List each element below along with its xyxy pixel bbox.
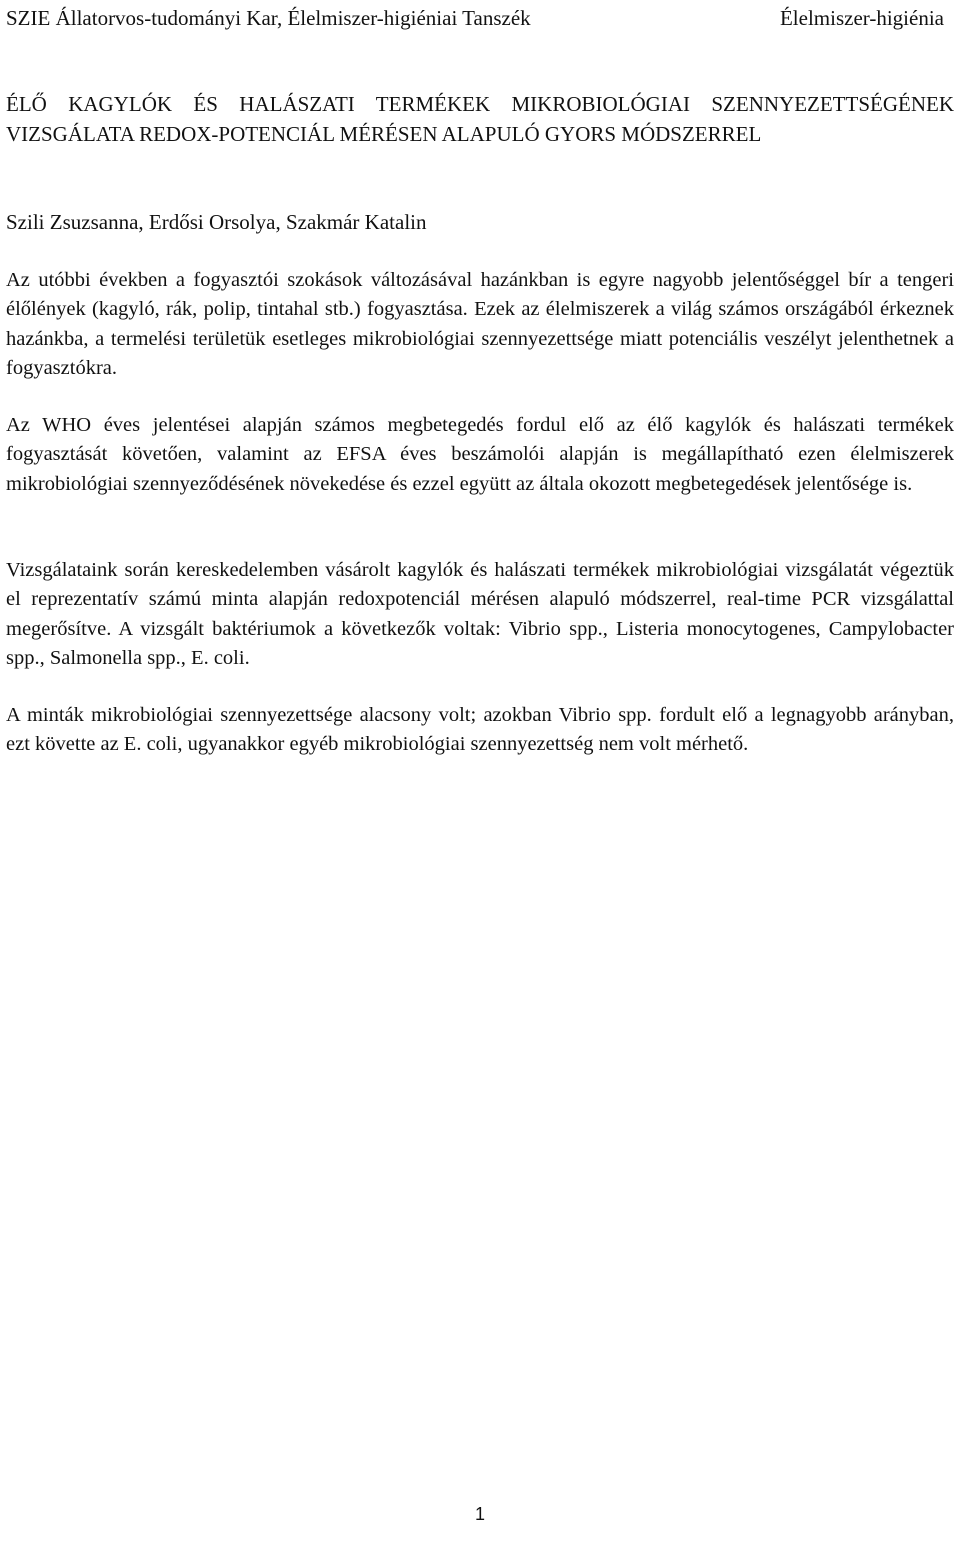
paragraph-intro: Az utóbbi években a fogyasztói szokások változásával hazánkban is egyre nagyobb jelentőséggel bír a tengeri élőlények (kagyló, rák, polip, tintahal stb.) fogyasztása. Ezek az élelmiszerek a világ számos országából érkeznek hazánkba, a termelési területük esetleges mikrobiológiai szennyezettsége miatt potenciális veszélyt jelenthetnek a fogyasztókra. xyxy=(6,269,954,379)
page-header xyxy=(6,4,944,32)
page-number: 1 xyxy=(474,1504,485,1524)
author-list: Szili Zsuzsanna, Erdősi Orsolya, Szakmár Katalin xyxy=(6,210,427,234)
header-subject: Élelmiszer-higiénia xyxy=(779,6,944,30)
header-institution: SZIE Állatorvos-tudományi Kar, Élelmiszer-higiéniai Tanszék xyxy=(6,6,531,30)
document-title: ÉLŐ KAGYLÓK ÉS HALÁSZATI TERMÉKEK MIKROBIOLÓGIAI SZENNYEZETTSÉGÉNEK VIZSGÁLATA REDOX-POTENCIÁL MÉRÉSEN ALAPULÓ GYORS MÓDSZERREL xyxy=(6,92,954,146)
paragraph-background: Az WHO éves jelentései alapján számos megbetegedés fordul elő az élő kagylók és halászati termékek fogyasztását követően, valamint az EFSA éves beszámolói alapján is megállapítható ezen élelmiszerek mikrobiológiai szennyeződésének növekedése és ezzel együtt az általa okozott megbetegedések jelentősége is. xyxy=(6,414,954,495)
paragraph-results: A minták mikrobiológiai szennyezettsége alacsony volt; azokban Vibrio spp. fordult elő a legnagyobb arányban, ezt követte az E. coli, ugyanakkor egyéb mikrobiológiai szennyezettség nem volt mérhető. xyxy=(6,704,954,756)
paragraph-methods: Vizsgálataink során kereskedelemben vásárolt kagylók és halászati termékek mikrobiológiai vizsgálatát végeztük el reprezentatív számú minta alapján redoxpotenciál mérésen alapuló módszerrel, real-time PCR vizsgálattal megerősítve. A vizsgált baktériumok a következők voltak: Vibrio spp., Listeria monocytogenes, Campylobacter spp., Salmonella spp., E. coli. xyxy=(6,559,954,669)
